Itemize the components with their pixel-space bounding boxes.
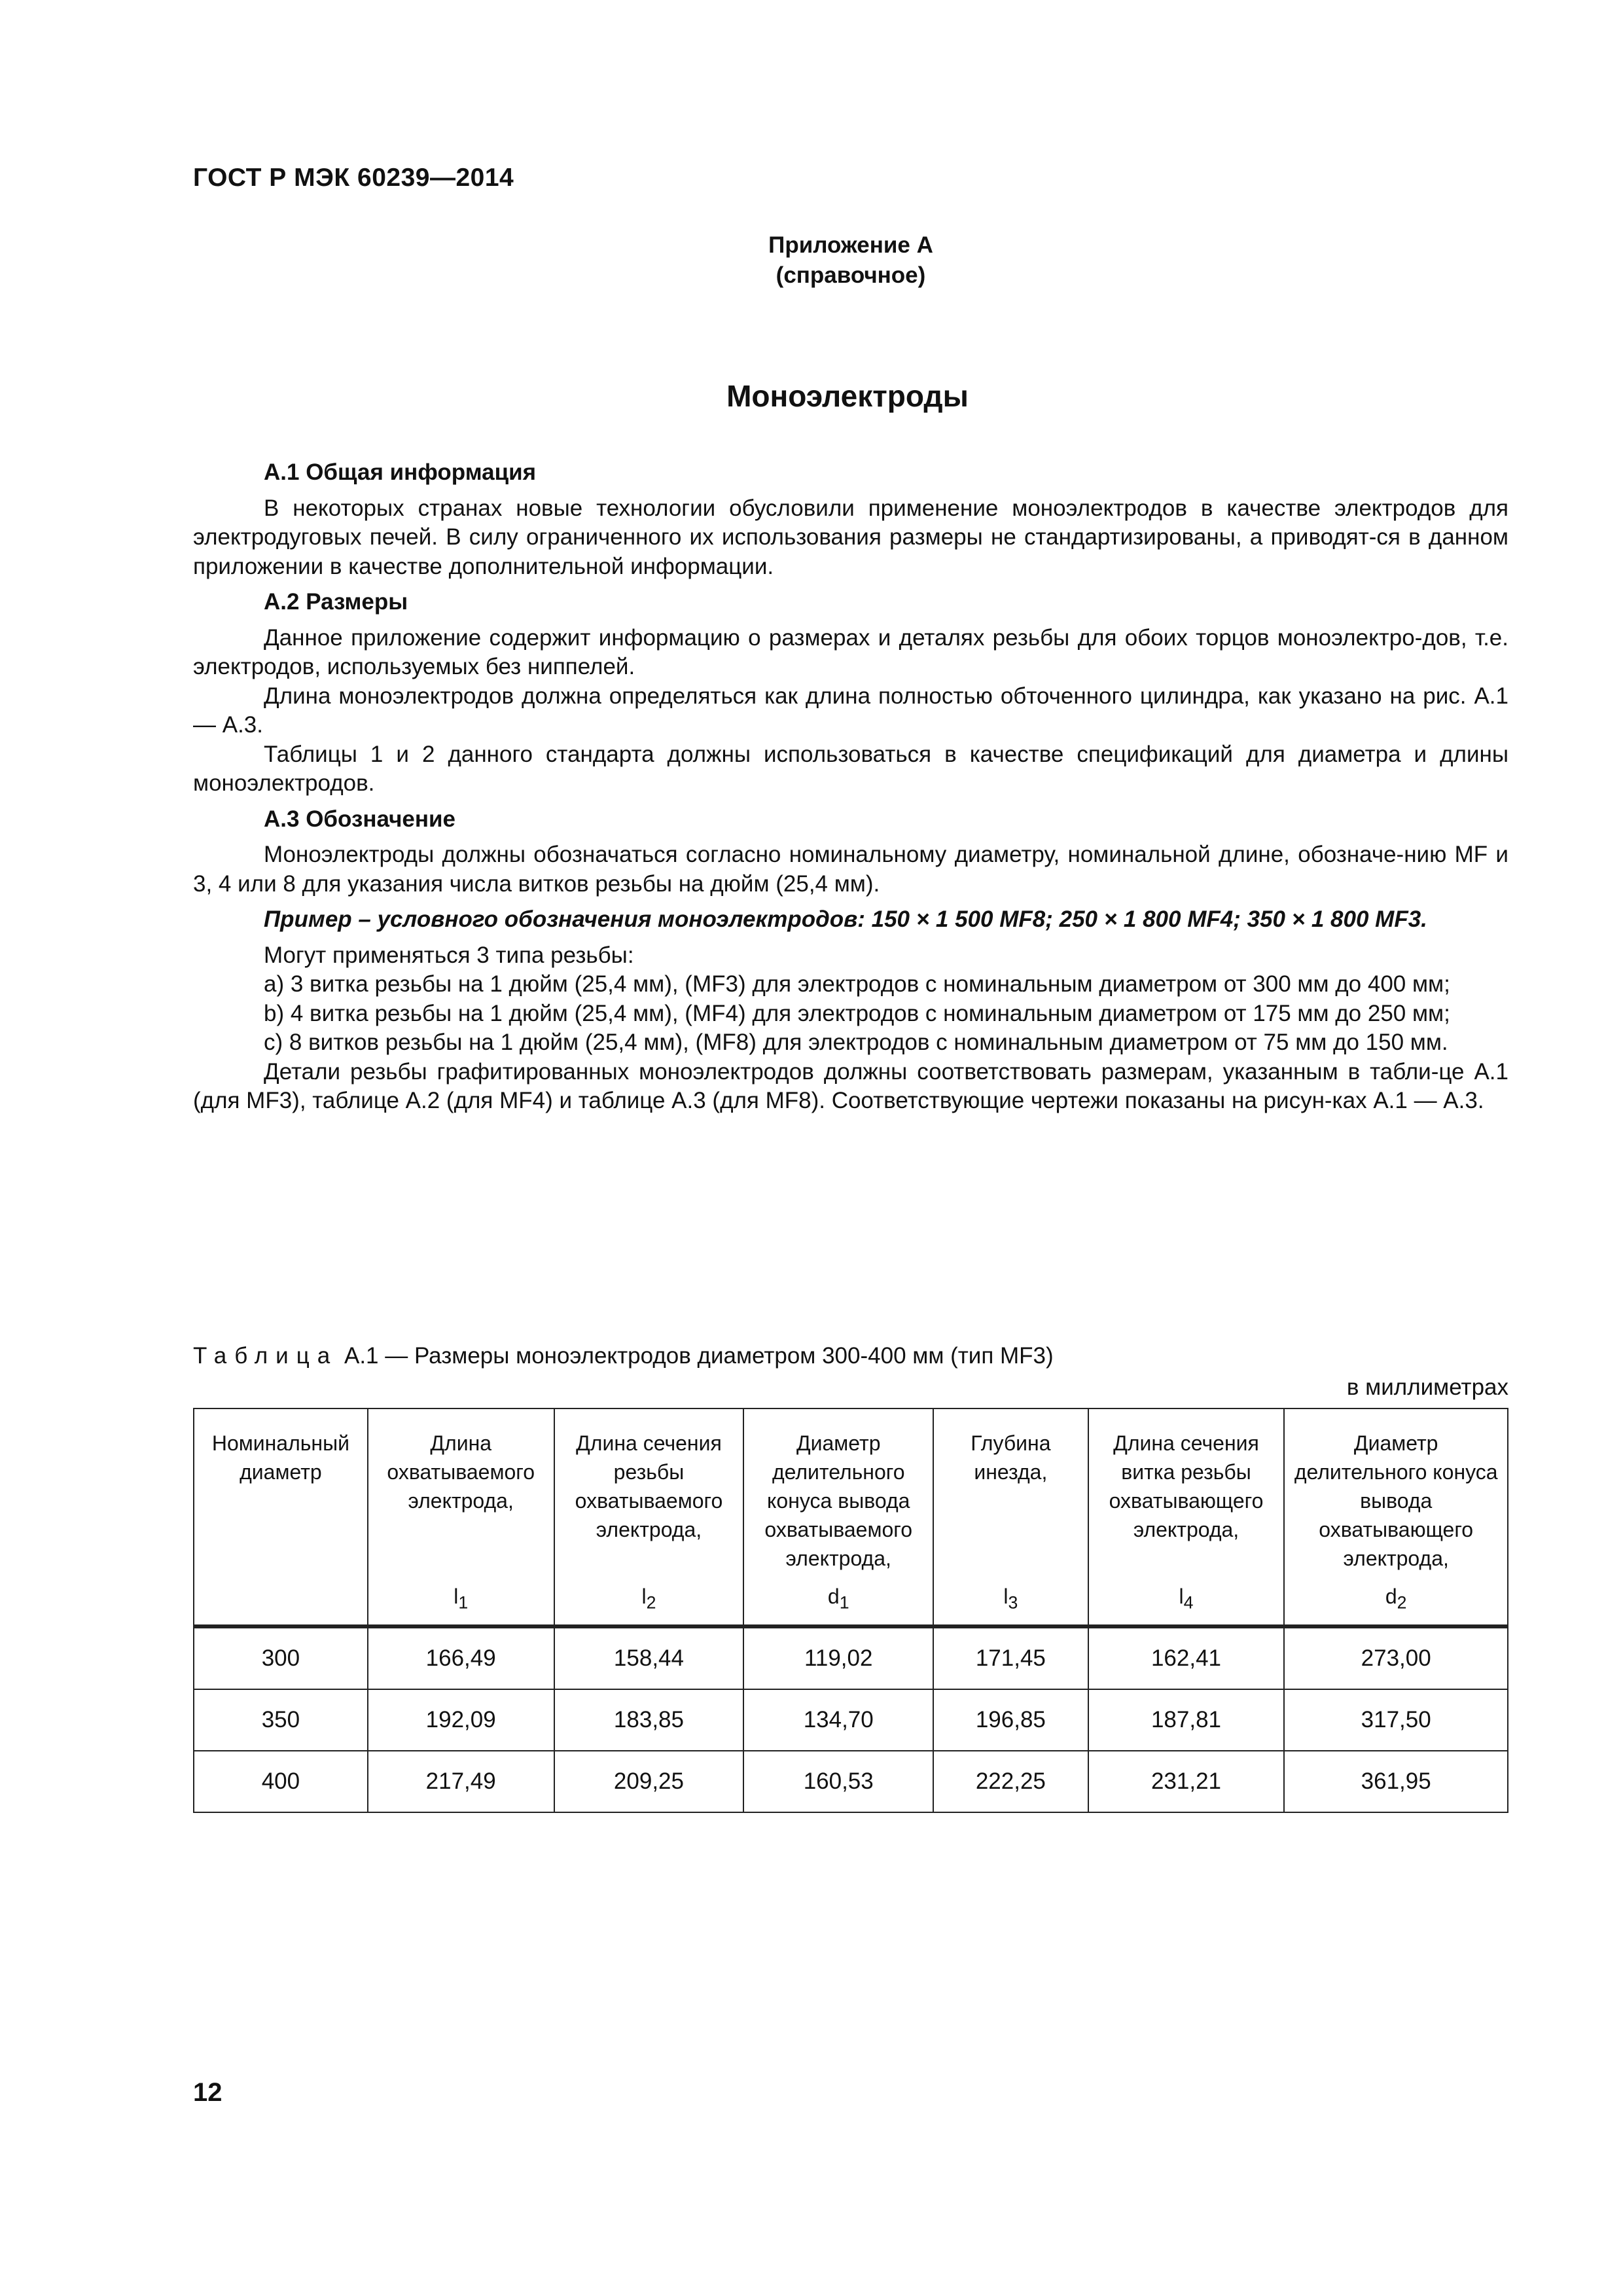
table-units: в миллиметрах — [1346, 1374, 1508, 1400]
page-number: 12 — [193, 2078, 223, 2107]
document-header: ГОСТ Р МЭК 60239—2014 — [193, 164, 514, 192]
designation-example: Пример – условного обозначения моноэлектродов: 150 × 1 500 MF8; 250 × 1 800 MF4; 350 × 1 800 MF3. — [264, 906, 1427, 932]
table-cell: 196,85 — [933, 1689, 1088, 1751]
document-body — [193, 458, 1508, 1116]
table-cell: 171,45 — [933, 1626, 1088, 1689]
thread-type-b: b) 4 витка резьбы на 1 дюйм (25,4 мм), (MF4) для электродов с номинальным диаметром от 175 мм до 250 мм; — [264, 1000, 1450, 1026]
column-symbol: $l_3$ — [1003, 1584, 1018, 1612]
table-cell: 134,70 — [743, 1689, 933, 1751]
thread-types-intro: Могут применяться 3 типа резьбы: — [264, 942, 634, 968]
column-header — [368, 1408, 554, 1626]
paragraph-a2-3: Таблицы 1 и 2 данного стандарта должны использоваться в качестве спецификаций для диаметра и длины моноэлектродов. — [193, 741, 1508, 796]
table-cell: 158,44 — [554, 1626, 744, 1689]
dimensions-table — [193, 1408, 1508, 1813]
table-cell: 209,25 — [554, 1751, 744, 1812]
annex-type: (справочное) — [776, 262, 926, 288]
table-cell: 166,49 — [368, 1626, 554, 1689]
table-row — [194, 1689, 1508, 1751]
column-symbol: $d_1$ — [827, 1584, 849, 1612]
column-header-label: Длина сечения витка резьбы охватывающего электрода, — [1109, 1431, 1264, 1541]
table-row — [194, 1751, 1508, 1812]
table-cell: 183,85 — [554, 1689, 744, 1751]
table-row — [194, 1626, 1508, 1689]
table-cell: 231,21 — [1088, 1751, 1285, 1812]
table-cell: 162,41 — [1088, 1626, 1285, 1689]
paragraph-a3-1: Моноэлектроды должны обозначаться согласно номинальному диаметру, номинальной длине, обозначе-нию MF и 3, 4 или 8 для указания числа витков резьбы на дюйм (25,4 мм). — [193, 842, 1508, 897]
table-cell: 300 — [194, 1626, 368, 1689]
table-cell: 273,00 — [1284, 1626, 1508, 1689]
column-symbol: $l_4$ — [1179, 1584, 1194, 1612]
column-header — [194, 1408, 368, 1626]
table-cell: 187,81 — [1088, 1689, 1285, 1751]
column-header — [1284, 1408, 1508, 1626]
table-caption — [193, 1343, 1054, 1369]
table-cell: 119,02 — [743, 1626, 933, 1689]
table-cell: 222,25 — [933, 1751, 1088, 1812]
section-heading-a3: А.3 Обозначение — [264, 806, 455, 832]
page-title: Моноэлектроды — [726, 379, 969, 413]
table-caption-label: Таблица — [193, 1343, 338, 1369]
paragraph-a2-1: Данное приложение содержит информацию о размерах и деталях резьбы для обоих торцов моноэлектро-дов, т.е. электродов, используемых без ниппелей. — [193, 624, 1508, 679]
column-header — [554, 1408, 744, 1626]
column-header-label: Длина сечения резьбы охватываемого электрода, — [575, 1431, 723, 1541]
annex-heading — [720, 230, 982, 291]
column-symbol: $d_2$ — [1385, 1584, 1407, 1612]
table-header-row — [194, 1408, 1508, 1626]
column-header — [743, 1408, 933, 1626]
section-heading-a1: А.1 Общая информация — [264, 459, 537, 485]
column-header — [1088, 1408, 1285, 1626]
table-cell: 160,53 — [743, 1751, 933, 1812]
table-cell: 192,09 — [368, 1689, 554, 1751]
table-cell: 400 — [194, 1751, 368, 1812]
annex-label: Приложение А — [768, 232, 933, 258]
column-header-label: Номинальный диаметр — [211, 1431, 349, 1484]
table-cell: 350 — [194, 1689, 368, 1751]
column-symbol: $l_1$ — [454, 1584, 469, 1612]
column-header-label: Диаметр делительного конуса вывода охватываемого электрода, — [764, 1431, 913, 1570]
table-cell: 317,50 — [1284, 1689, 1508, 1751]
table-caption-text: А.1 — Размеры моноэлектродов диаметром 300-400 мм (тип MF3) — [344, 1343, 1054, 1369]
thread-type-a: а) 3 витка резьбы на 1 дюйм (25,4 мм), (MF3) для электродов с номинальным диаметром от 300 мм до 400 мм; — [264, 971, 1450, 997]
table-cell: 361,95 — [1284, 1751, 1508, 1812]
thread-type-c: с) 8 витков резьбы на 1 дюйм (25,4 мм), (MF8) для электродов с номинальным диаметром от 75 мм до 150 мм. — [264, 1030, 1448, 1055]
column-header-label: Диаметр делительного конуса вывода охватывающего электрода, — [1294, 1431, 1498, 1570]
column-header-label: Глубина инезда, — [971, 1431, 1051, 1484]
paragraph-a2-2: Длина моноэлектродов должна определяться как длина полностью обточенного цилиндра, как указано на рис. А.1 — А.3. — [193, 683, 1508, 738]
column-symbol: $l_2$ — [641, 1584, 656, 1612]
section-heading-a2: А.2 Размеры — [264, 589, 408, 615]
column-header — [933, 1408, 1088, 1626]
column-header-label: Длина охватываемого электрода, — [387, 1431, 535, 1513]
thread-details-paragraph: Детали резьбы графитированных моноэлектродов должны соответствовать размерам, указанным в табли-це А.1 (для MF3), таблице А.2 (для MF4) и таблице А.3 (для MF8). Соответствующие чертежи показаны на рисун-ках А.1 — А.3. — [193, 1058, 1508, 1113]
paragraph-a1-1: В некоторых странах новые технологии обусловили применение моноэлектродов в качестве электродов для электродуговых печей. В силу ограниченного их использования размеры не стандартизированы, а приводят-ся в данном приложении в качестве дополнительной информации. — [193, 495, 1508, 579]
table-cell: 217,49 — [368, 1751, 554, 1812]
